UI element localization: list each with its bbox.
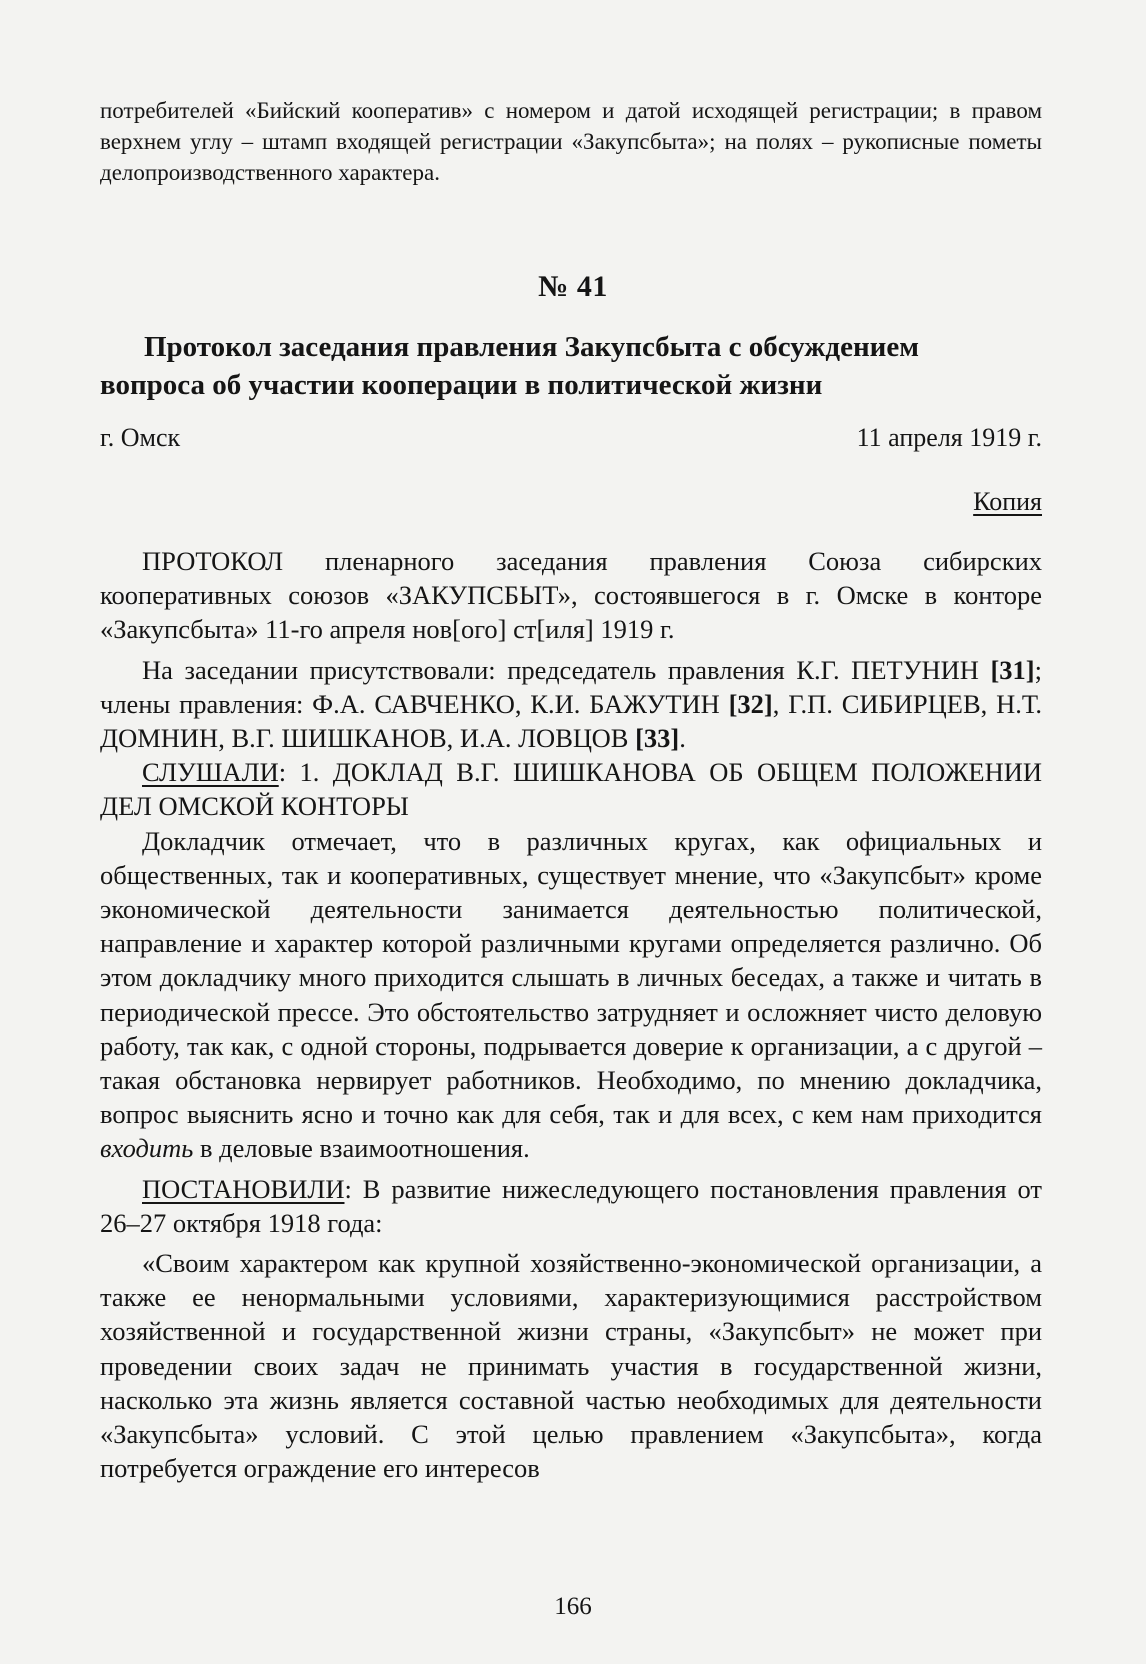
- heard-label: СЛУШАЛИ: [142, 757, 279, 788]
- footnote-ref: [32]: [728, 688, 773, 719]
- attendees-text: На заседании присутствовали: председатель правления К.Г. ПЕТУНИН: [142, 654, 991, 685]
- footnote-ref: [31]: [990, 654, 1035, 685]
- paragraph-protocol-header: ПРОТОКОЛ пленарного заседания правления Союза сибирских кооперативных союзов «ЗАКУПСБЫТ», состоявшегося в г. Омске в конторе «Закупсбыта» 11-го апреля нов[ого] ст[иля] 1919 г.: [100, 546, 1042, 645]
- resolved-text: : В развитие нижеследующего постановления правления от 26–27 октября 1918 года:: [100, 1173, 1042, 1238]
- title-line-1: Протокол заседания правления Закупсбыта с обсуждением: [144, 331, 920, 363]
- paragraph-attendees: [100, 653, 1042, 756]
- paragraph-report: [100, 824, 1042, 1166]
- heard-text: : 1. ДОКЛАД В.Г. ШИШКАНОВА ОБ ОБЩЕМ ПОЛОЖЕНИИ ДЕЛ ОМСКОЙ КОНТОРЫ: [100, 757, 1042, 822]
- copy-mark: [100, 486, 1042, 518]
- attendees-text: , Г.П. СИБИРЦЕВ, Н.Т. ДОМНИН, В.Г. ШИШКАНОВ, И.А. ЛОВЦОВ: [100, 688, 1043, 754]
- report-emphasis: входить: [100, 1133, 194, 1164]
- paragraph-resolved: [100, 1172, 1042, 1240]
- attendees-text: .: [679, 723, 686, 754]
- document-number: № 41: [538, 270, 608, 303]
- attendees-text: ; члены правления: Ф.А. САВЧЕНКО, К.И. БАЖУТИН: [100, 654, 1042, 719]
- report-text: в деловые взаимоотношения.: [193, 1133, 530, 1164]
- document-place: г. Омск: [100, 423, 181, 452]
- report-text: Докладчик отмечает, что в различных кругах, как официальных и общественных, так и кооперативных, существует мнение, что «Закупсбыт» кроме экономической деятельности занимается деятельностью политической, направление и характер которой различными кругами определяется различно. Об этом докладчику много приходится слышать в личных беседах, а также и читать в периодической прессе. Это обстоятельство затрудняет и осложняет чисто деловую работу, так как, с одной стороны, подрывается доверие к организации, а с другой – такая обстановка нервирует работников. Необходимо, по мнению докладчика, вопрос выяснить ясно и точно как для себя, так и для всех, с кем нам приходится: [100, 825, 1042, 1130]
- resolved-label: ПОСТАНОВИЛИ: [142, 1173, 345, 1204]
- page-number: 166: [554, 1593, 592, 1620]
- footnote-ref: [33]: [635, 723, 680, 754]
- paragraph-quote: «Своим характером как крупной хозяйственно-экономической организации, а также ее ненормальными условиями, характеризующимися расстройством хозяйственной и государственной жизни страны, «Закупсбыт» не может при проведении своих задач не принимать участия в государственной жизни, насколько эта жизнь является составной частью необходимых для деятельности «Закупсбыта» условий. С этой целью правлением «Закупсбыта», когда потребуется ограждение его интересов: [100, 1248, 1042, 1484]
- document-body: [100, 544, 1042, 1485]
- previous-document-note: потребителей «Бийский кооператив» с номером и датой исходящей регистрации; в правом верхнем углу – штамп входящей регистрации «Закупсбыта»; на полях – рукописные пометы делопроизводственного характера.: [100, 98, 1042, 185]
- document-date: 11 апреля 1919 г.: [856, 423, 1042, 452]
- document-title: [100, 328, 1042, 404]
- copy-label: Копия: [973, 487, 1042, 516]
- title-line-2: вопроса об участии кооперации в политической жизни: [100, 369, 823, 401]
- place-date-line: [100, 422, 1042, 454]
- paragraph-heard: [100, 755, 1042, 823]
